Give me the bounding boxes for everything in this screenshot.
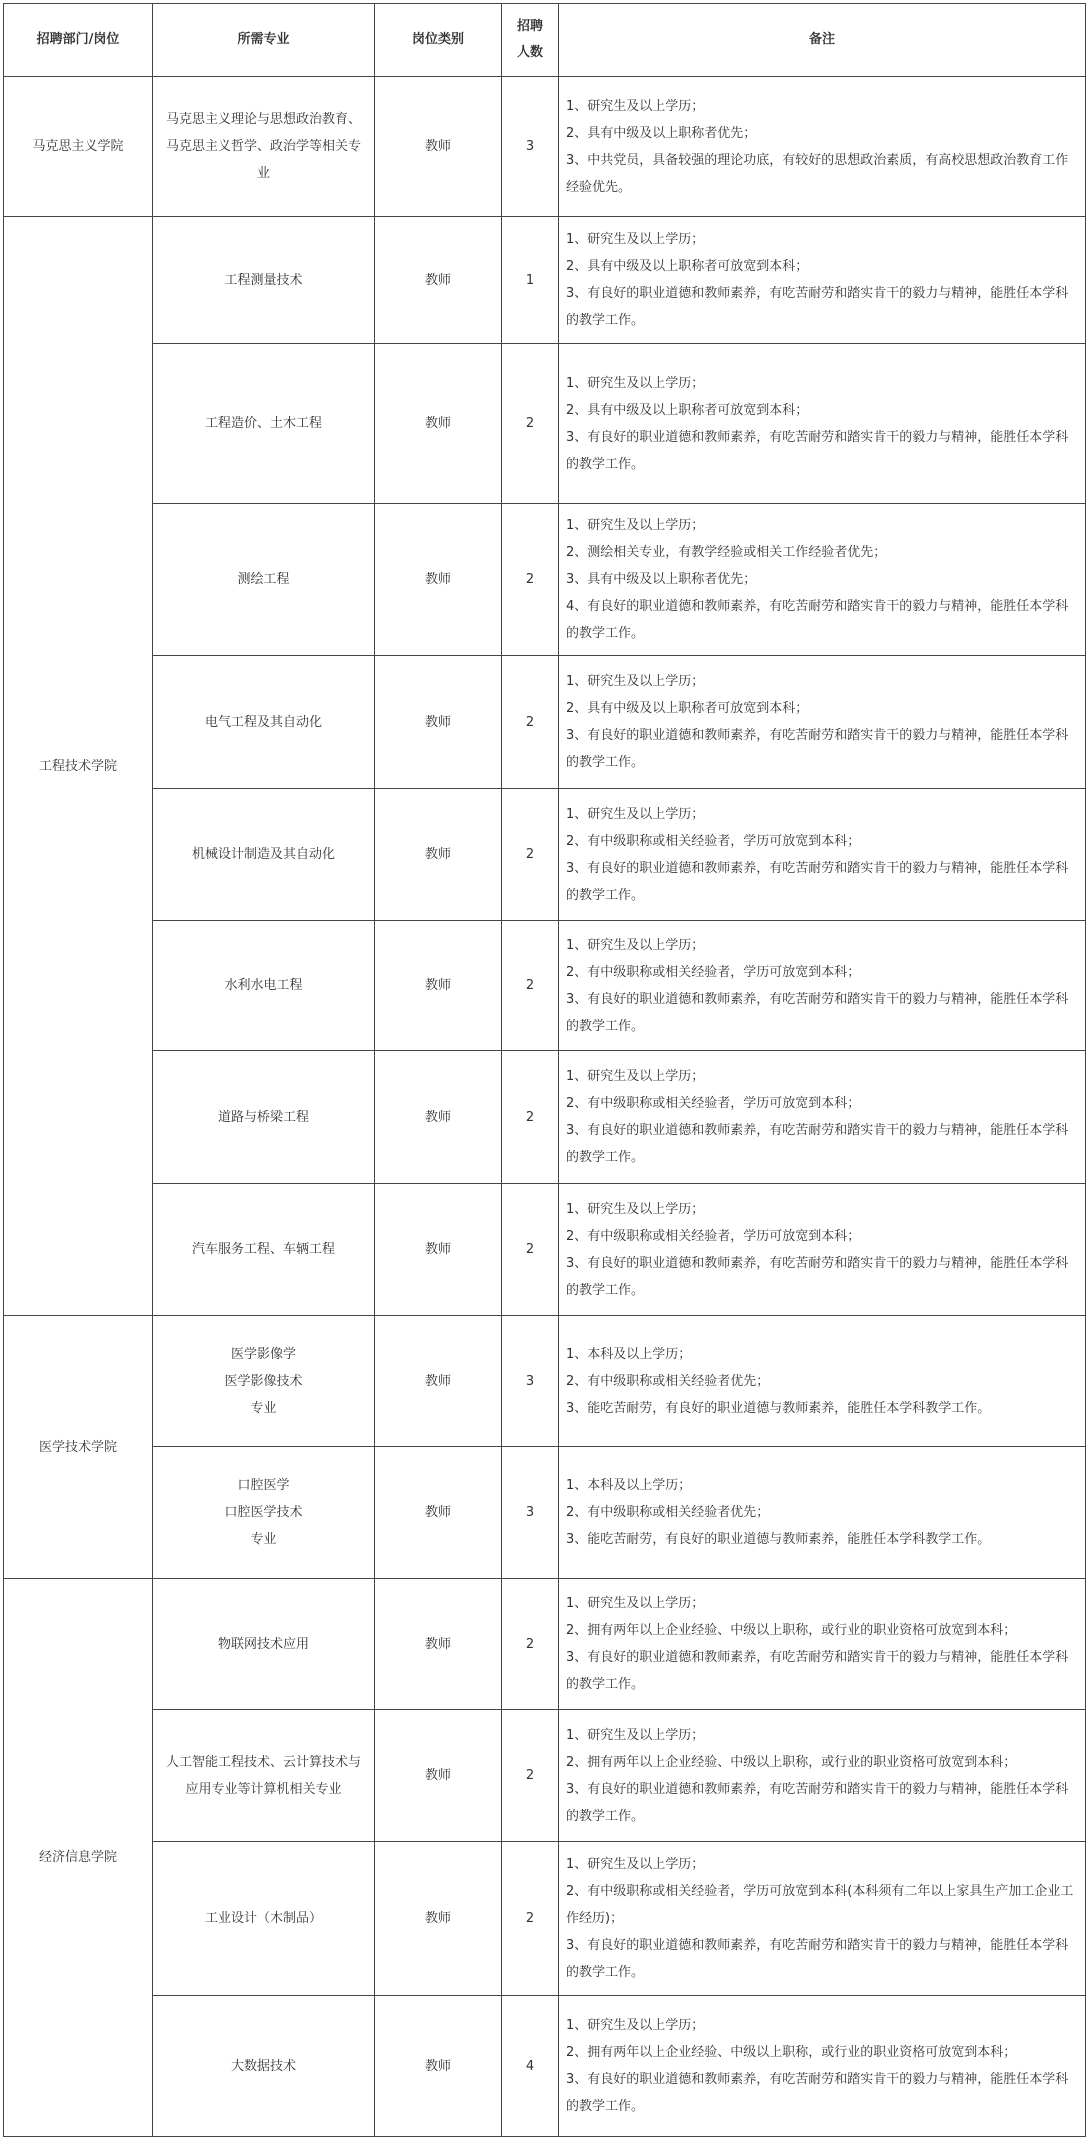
note-line: 2、具有中级及以上职称者可放宽到本科； (566, 701, 809, 716)
table-row (4, 344, 1086, 504)
major-line: 医学影像学 (230, 1346, 296, 1362)
count-cell: 2 (502, 656, 559, 789)
header-count: 招聘人数 (502, 4, 559, 77)
notes-cell (559, 1447, 1086, 1579)
notes-cell (559, 77, 1086, 217)
note-line: 1、研究生及以上学历； (566, 1596, 705, 1611)
header-row (4, 4, 1086, 77)
major-line: 口腔医学 (237, 1478, 290, 1493)
note-line: 2、有中级职称或相关经验者，学历可放宽到本科(本科须有二年以上家具生产加工企业工作经历)； (566, 1884, 1074, 1926)
note-line: 3、有良好的职业道德和教师素养，有吃苦耐劳和踏实肯干的毅力与精神，能胜任本学科的教学工作。 (566, 728, 1069, 770)
major-cell: 工程测量技术 (153, 217, 375, 344)
header-type: 岗位类别 (375, 4, 502, 77)
table-row (4, 77, 1086, 217)
table-row (4, 504, 1086, 656)
notes-cell (559, 217, 1086, 344)
note-line: 3、有良好的职业道德和教师素养，有吃苦耐劳和踏实肯干的毅力与精神，能胜任本学科的教学工作。 (566, 1781, 1069, 1824)
note-line: 1、研究生及以上学历； (566, 1201, 705, 1217)
note-line: 3、有良好的职业道德和教师素养，有吃苦耐劳和踏实肯干的毅力与精神，能胜任本学科的教学工作。 (566, 860, 1069, 903)
major-cell: 工业设计（木制品） (153, 1842, 375, 1996)
major-line: 医学影像技术 (224, 1373, 303, 1389)
notes-cell (559, 921, 1086, 1051)
count-cell: 2 (502, 1579, 559, 1710)
header-notes: 备注 (559, 4, 1086, 77)
table-row (4, 217, 1086, 344)
department-cell: 经济信息学院 (4, 1579, 153, 2137)
notes-cell (559, 656, 1086, 789)
notes-cell (559, 1842, 1086, 1996)
count-cell: 4 (502, 1996, 559, 2137)
major-cell: 电气工程及其自动化 (153, 656, 375, 789)
note-line: 3、具有中级及以上职称者优先； (566, 572, 757, 587)
type-cell: 教师 (375, 1184, 502, 1316)
major-cell: 机械设计制造及其自动化 (153, 789, 375, 921)
note-line: 1、研究生及以上学历； (566, 1069, 705, 1084)
table-row (4, 1051, 1086, 1184)
note-line: 3、有良好的职业道德和教师素养，有吃苦耐劳和踏实肯干的毅力与精神，能胜任本学科的教学工作。 (566, 1123, 1069, 1165)
department-cell: 医学技术学院 (4, 1316, 153, 1579)
count-cell: 3 (502, 77, 559, 217)
major-line: 专业 (250, 1400, 277, 1416)
note-line: 1、研究生及以上学历； (566, 518, 705, 533)
header-major: 所需专业 (153, 4, 375, 77)
notes-cell (559, 504, 1086, 656)
note-line: 4、有良好的职业道德和教师素养，有吃苦耐劳和踏实肯干的毅力与精神，能胜任本学科的教学工作。 (566, 599, 1069, 641)
table-row (4, 1184, 1086, 1316)
count-cell: 2 (502, 344, 559, 504)
note-line: 2、拥有两年以上企业经验、中级以上职称，或行业的职业资格可放宽到本科； (566, 1623, 1017, 1638)
recruitment-table (3, 3, 1086, 2137)
note-line: 1、研究生及以上学历； (566, 98, 705, 114)
header-department: 招聘部门/岗位 (4, 4, 153, 77)
note-line: 1、研究生及以上学历； (566, 1727, 705, 1743)
notes-cell (559, 1579, 1086, 1710)
table-row (4, 789, 1086, 921)
note-line: 2、具有中级及以上职称者可放宽到本科； (566, 402, 809, 418)
table-row (4, 1842, 1086, 1996)
type-cell: 教师 (375, 504, 502, 656)
note-line: 1、本科及以上学历； (566, 1346, 692, 1362)
note-line: 3、有良好的职业道德和教师素养，有吃苦耐劳和踏实肯干的毅力与精神，能胜任本学科的教学工作。 (566, 429, 1069, 472)
note-line: 3、有良好的职业道德和教师素养，有吃苦耐劳和踏实肯干的毅力与精神，能胜任本学科的教学工作。 (566, 1255, 1069, 1298)
type-cell: 教师 (375, 1579, 502, 1710)
count-cell: 1 (502, 217, 559, 344)
note-line: 2、拥有两年以上企业经验、中级以上职称，或行业的职业资格可放宽到本科； (566, 2045, 1017, 2060)
note-line: 3、有良好的职业道德和教师素养，有吃苦耐劳和踏实肯干的毅力与精神，能胜任本学科的教学工作。 (566, 1938, 1069, 1980)
major-cell: 人工智能工程技术、云计算技术与应用专业等计算机相关专业 (153, 1710, 375, 1842)
major-cell: 测绘工程 (153, 504, 375, 656)
major-cell (153, 1316, 375, 1447)
notes-cell (559, 1710, 1086, 1842)
table-row (4, 1996, 1086, 2137)
major-cell: 物联网技术应用 (153, 1579, 375, 1710)
major-cell: 汽车服务工程、车辆工程 (153, 1184, 375, 1316)
note-line: 1、研究生及以上学历； (566, 2018, 705, 2033)
note-line: 3、有良好的职业道德和教师素养，有吃苦耐劳和踏实肯干的毅力与精神，能胜任本学科的教学工作。 (566, 1650, 1069, 1692)
note-line: 3、有良好的职业道德和教师素养，有吃苦耐劳和踏实肯干的毅力与精神，能胜任本学科的教学工作。 (566, 2072, 1069, 2114)
notes-cell (559, 1051, 1086, 1184)
note-line: 2、测绘相关专业，有教学经验或相关工作经验者优先； (566, 545, 887, 560)
note-line: 1、研究生及以上学历； (566, 375, 705, 391)
major-line: 口腔医学技术 (224, 1505, 303, 1520)
type-cell: 教师 (375, 344, 502, 504)
note-line: 1、研究生及以上学历； (566, 937, 705, 953)
type-cell: 教师 (375, 217, 502, 344)
count-cell: 2 (502, 1710, 559, 1842)
note-line: 1、本科及以上学历； (566, 1478, 692, 1493)
note-line: 1、研究生及以上学历； (566, 674, 705, 689)
note-line: 2、有中级职称或相关经验者，学历可放宽到本科； (566, 1096, 861, 1111)
notes-cell (559, 1996, 1086, 2137)
type-cell: 教师 (375, 1710, 502, 1842)
notes-cell (559, 1316, 1086, 1447)
major-line: 专业 (250, 1532, 277, 1547)
count-cell: 3 (502, 1316, 559, 1447)
major-cell: 水利水电工程 (153, 921, 375, 1051)
table-row (4, 1447, 1086, 1579)
type-cell: 教师 (375, 1316, 502, 1447)
type-cell: 教师 (375, 789, 502, 921)
note-line: 3、有良好的职业道德和教师素养，有吃苦耐劳和踏实肯干的毅力与精神，能胜任本学科的教学工作。 (566, 286, 1069, 328)
note-line: 3、能吃苦耐劳，有良好的职业道德与教师素养，能胜任本学科教学工作。 (566, 1400, 991, 1416)
type-cell: 教师 (375, 1051, 502, 1184)
type-cell: 教师 (375, 1996, 502, 2137)
count-cell: 2 (502, 1842, 559, 1996)
count-cell: 2 (502, 504, 559, 656)
count-cell: 3 (502, 1447, 559, 1579)
note-line: 3、有良好的职业道德和教师素养，有吃苦耐劳和踏实肯干的毅力与精神，能胜任本学科的教学工作。 (566, 991, 1069, 1034)
note-line: 1、研究生及以上学历； (566, 806, 705, 822)
type-cell: 教师 (375, 1842, 502, 1996)
note-line: 2、具有中级及以上职称者可放宽到本科； (566, 259, 809, 274)
notes-cell (559, 1184, 1086, 1316)
note-line: 2、有中级职称或相关经验者优先； (566, 1373, 770, 1389)
major-cell: 工程造价、土木工程 (153, 344, 375, 504)
note-line: 3、能吃苦耐劳，有良好的职业道德与教师素养，能胜任本学科教学工作。 (566, 1532, 991, 1547)
count-cell: 2 (502, 789, 559, 921)
major-cell (153, 1447, 375, 1579)
type-cell: 教师 (375, 656, 502, 789)
note-line: 2、有中级职称或相关经验者优先； (566, 1505, 770, 1520)
table-row (4, 656, 1086, 789)
type-cell: 教师 (375, 77, 502, 217)
table-row (4, 1710, 1086, 1842)
note-line: 2、有中级职称或相关经验者，学历可放宽到本科； (566, 833, 861, 849)
table-row (4, 921, 1086, 1051)
note-line: 1、研究生及以上学历； (566, 232, 705, 247)
table-row (4, 1316, 1086, 1447)
note-line: 2、有中级职称或相关经验者，学历可放宽到本科； (566, 1228, 861, 1244)
notes-cell (559, 344, 1086, 504)
count-cell: 2 (502, 921, 559, 1051)
major-cell: 大数据技术 (153, 1996, 375, 2137)
type-cell: 教师 (375, 1447, 502, 1579)
department-cell: 马克思主义学院 (4, 77, 153, 217)
table-row (4, 1579, 1086, 1710)
note-line: 2、具有中级及以上职称者优先； (566, 125, 757, 141)
note-line: 1、研究生及以上学历； (566, 1857, 705, 1872)
note-line: 2、拥有两年以上企业经验、中级以上职称，或行业的职业资格可放宽到本科； (566, 1754, 1017, 1770)
major-cell: 道路与桥梁工程 (153, 1051, 375, 1184)
department-cell: 工程技术学院 (4, 217, 153, 1316)
major-cell: 马克思主义理论与思想政治教育、马克思主义哲学、政治学等相关专业 (153, 77, 375, 217)
note-line: 3、中共党员，具备较强的理论功底，有较好的思想政治素质，有高校思想政治教育工作经验优先。 (566, 152, 1069, 195)
notes-cell (559, 789, 1086, 921)
count-cell: 2 (502, 1051, 559, 1184)
type-cell: 教师 (375, 921, 502, 1051)
count-cell: 2 (502, 1184, 559, 1316)
note-line: 2、有中级职称或相关经验者，学历可放宽到本科； (566, 964, 861, 980)
